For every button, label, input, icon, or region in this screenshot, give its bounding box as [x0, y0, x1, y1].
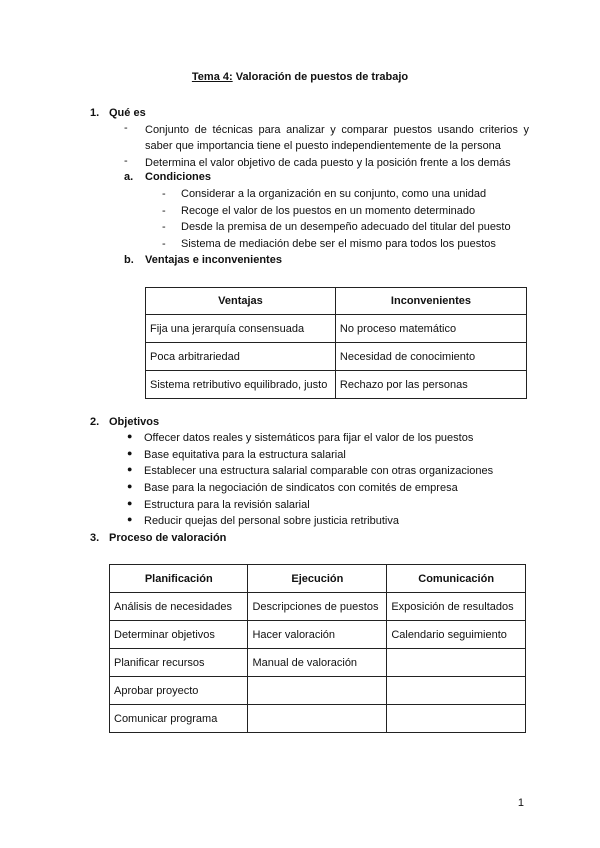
list-item-text: Base para la negociación de sindicatos con comités de empresa	[144, 482, 458, 494]
section-title: Objetivos	[109, 416, 160, 428]
list-item-text: Reducir quejas del personal sobre justicia retributiva	[144, 515, 399, 527]
bullet-marker: ●	[127, 481, 133, 491]
list-item-text: Desde la premisa de un desempeño adecuado del titular del puesto	[181, 221, 511, 233]
table-header-row	[110, 565, 526, 593]
table-row	[110, 677, 526, 705]
process-table	[109, 564, 526, 733]
section-title: Qué es	[109, 107, 146, 119]
list-item-text: Base equitativa para la estructura salarial	[144, 449, 346, 461]
list-item-text: Estructura para la revisión salarial	[144, 499, 310, 511]
pros-cons-table	[145, 287, 527, 399]
bullet-marker: ●	[127, 448, 133, 458]
table-cell: Rechazo por las personas	[335, 371, 526, 399]
table-cell: Planificar recursos	[110, 649, 248, 677]
dash-marker: -	[124, 122, 128, 134]
dash-marker: -	[124, 155, 128, 167]
dash-marker: -	[162, 188, 166, 200]
table-header-cell: Comunicación	[387, 565, 526, 593]
table-cell: Poca arbitrariedad	[146, 343, 336, 371]
bullet-marker: ●	[127, 498, 133, 508]
subsection-title: Condiciones	[145, 171, 212, 183]
bullet-marker: ●	[127, 431, 133, 441]
table-cell: Determinar objetivos	[110, 621, 248, 649]
page-number: 1	[517, 797, 524, 809]
section-2-heading	[90, 416, 159, 428]
table-cell: Calendario seguimiento	[387, 621, 526, 649]
table-row	[146, 371, 527, 399]
table-header-cell: Ejecución	[248, 565, 387, 593]
table-row	[110, 593, 526, 621]
table-cell: Manual de valoración	[248, 649, 387, 677]
table-cell: Análisis de necesidades	[110, 593, 248, 621]
dash-marker: -	[162, 221, 166, 233]
table-cell	[387, 705, 526, 733]
title-prefix: Tema 4:	[191, 71, 233, 83]
section-number: 3.	[90, 532, 100, 544]
table-cell	[248, 705, 387, 733]
section-title: Proceso de valoración	[109, 532, 227, 544]
table-cell	[387, 649, 526, 677]
table-cell: Fija una jerarquía consensuada	[146, 315, 336, 343]
section-number: 2.	[90, 416, 100, 428]
subsection-title: Ventajas e inconvenientes	[145, 254, 282, 266]
table-cell: Hacer valoración	[248, 621, 387, 649]
table-cell: Descripciones de puestos	[248, 593, 387, 621]
table-cell	[387, 677, 526, 705]
subsection-a-heading	[124, 171, 211, 183]
page-title	[0, 71, 600, 83]
table-row	[110, 705, 526, 733]
table-row	[146, 315, 527, 343]
table-header-row	[146, 288, 527, 315]
dash-marker: -	[162, 205, 166, 217]
table-cell	[248, 677, 387, 705]
subsection-number: b.	[124, 254, 134, 266]
list-item-text: Determina el valor objetivo de cada puesto y la posición frente a los demás	[145, 157, 511, 169]
list-item-text: Recoge el valor de los puestos en un momento determinado	[181, 205, 476, 217]
table-header-cell: Planificación	[110, 565, 248, 593]
title-text: Valoración de puestos de trabajo	[232, 71, 409, 83]
table-row	[110, 621, 526, 649]
section-number: 1.	[90, 107, 100, 119]
table-cell: Comunicar programa	[110, 705, 248, 733]
list-item-text: Conjunto de técnicas para analizar y comparar puestos usando criterios y saber que importancia tiene el puesto independientemente de la persona	[145, 124, 529, 152]
subsection-b-heading	[124, 254, 282, 266]
table-cell: Sistema retributivo equilibrado, justo	[146, 371, 336, 399]
subsection-number: a.	[124, 171, 134, 183]
list-item-text: Establecer una estructura salarial comparable con otras organizaciones	[144, 465, 494, 477]
list-item-text: Offecer datos reales y sistemáticos para fijar el valor de los puestos	[144, 432, 474, 444]
section-1-heading	[90, 107, 146, 119]
bullet-marker: ●	[127, 464, 133, 474]
table-row	[146, 343, 527, 371]
list-item-text: Considerar a la organización en su conjunto, como una unidad	[181, 188, 487, 200]
table-cell: Aprobar proyecto	[110, 677, 248, 705]
bullet-marker: ●	[127, 514, 133, 524]
table-row	[110, 649, 526, 677]
table-header-cell: Ventajas	[146, 288, 336, 315]
list-item-text: Sistema de mediación debe ser el mismo para todos los puestos	[181, 238, 496, 250]
table-header-cell: Inconvenientes	[335, 288, 526, 315]
table-cell: Exposición de resultados	[387, 593, 526, 621]
table-cell: No proceso matemático	[335, 315, 526, 343]
dash-marker: -	[162, 238, 166, 250]
section-3-heading	[90, 532, 226, 544]
table-cell: Necesidad de conocimiento	[335, 343, 526, 371]
